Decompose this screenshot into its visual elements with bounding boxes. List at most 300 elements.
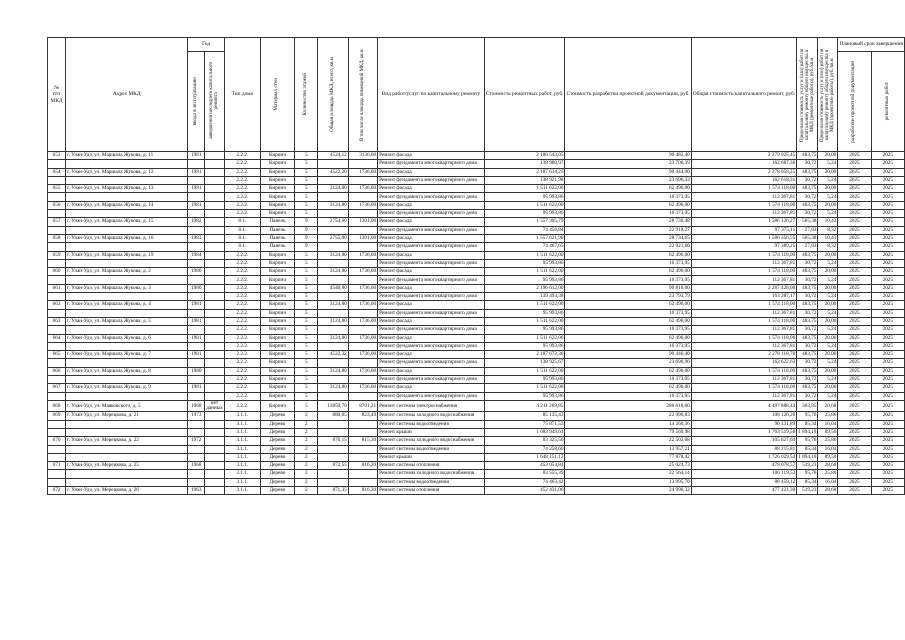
row-num: 667 (48, 384, 66, 392)
table-row (48, 453, 905, 461)
row-limit-repair: 303,85 (797, 400, 818, 411)
row-year-complete (205, 160, 225, 168)
row-work-type: Ремонт фундамента многоквартирного дома (378, 392, 485, 400)
row-house-type: 2.2.2. (224, 210, 260, 218)
row-year-commission: 1972 (188, 437, 205, 445)
row-total-cost: 112 367,81 (691, 392, 796, 400)
row-planned-repair: 2025 (871, 376, 904, 384)
row-house-type: 3.1.1. (224, 412, 260, 420)
header-planned-repair: ремонтных работ (883, 82, 890, 121)
row-planned-repair: 2025 (871, 201, 904, 209)
row-floors: 5 (295, 210, 318, 218)
row-residential-area: 1736,00 (348, 268, 377, 276)
row-planned-design: 2025 (838, 234, 871, 242)
row-total-area (318, 478, 348, 486)
row-num (48, 478, 66, 486)
row-wall-material: Кирпич (260, 309, 294, 317)
row-num (48, 359, 66, 367)
row-planned-design: 2025 (838, 276, 871, 284)
row-address (66, 376, 188, 384)
row-repair-cost: 85 135,43 (484, 412, 565, 420)
row-total-cost: 112 367,81 (691, 210, 796, 218)
row-wall-material: Кирпич (260, 201, 294, 209)
row-limit-design: 5,24 (818, 326, 838, 334)
row-num (48, 445, 66, 453)
row-work-type: Ремонт фундамента многоквартирного дома (378, 226, 485, 234)
table-row (48, 445, 905, 453)
table-row (48, 293, 905, 301)
row-limit-design: 20,68 (818, 400, 838, 411)
row-limit-repair: 1 894,10 (798, 428, 817, 435)
row-design-cost: 16 373,95 (565, 259, 691, 267)
row-wall-material: Дерево (260, 462, 294, 470)
row-repair-cost: 1 648 151,12 (484, 453, 565, 461)
row-residential-area: 823,49 (348, 412, 377, 420)
row-planned-design: 2025 (838, 367, 871, 375)
row-repair-cost: 1 511 622,00 (484, 185, 565, 193)
row-design-cost: 14 260,36 (565, 420, 691, 428)
row-limit-repair: 483,75 (797, 251, 818, 259)
row-residential-area (348, 293, 377, 301)
row-num: 657 (48, 218, 66, 226)
row-num: 664 (48, 334, 66, 342)
row-total-cost: 106 119,53 (691, 470, 796, 478)
row-address: г. Улан-Удэ, ул. Мерецкова, д. 21 (66, 412, 188, 420)
row-design-cost: 62 496,00 (565, 384, 691, 392)
row-house-type: 2.2.2. (224, 351, 260, 359)
row-total-area (318, 210, 348, 218)
row-year-complete (205, 226, 225, 234)
row-num: 668 (48, 400, 66, 411)
row-house-type: 2.2.2. (224, 276, 260, 284)
row-limit-design: 20,00 (818, 334, 838, 342)
row-wall-material: Кирпич (260, 259, 294, 267)
row-floors: 5 (295, 376, 318, 384)
row-planned-design: 2025 (838, 243, 871, 251)
row-num: 665 (48, 351, 66, 359)
row-total-cost: 1 574 118,00 (691, 301, 796, 309)
row-wall-material: Кирпич (260, 168, 294, 176)
row-year-complete (205, 176, 225, 184)
row-year-complete (205, 168, 225, 176)
row-design-cost: 62 496,00 (565, 201, 691, 209)
row-house-type: 3.1.1. (224, 478, 260, 486)
header-limit-design: Предельная стоимость услуг и (или) работ по капитальному ремонту общего имущества в МКД (проектные работы), руб./кв.м (820, 47, 836, 142)
row-total-area: 4522,32 (318, 351, 348, 359)
row-residential-area: 1301,00 (348, 218, 377, 226)
row-house-type: 3.1.1. (224, 445, 260, 453)
row-floors: 5 (295, 317, 318, 325)
row-planned-repair: 2025 (871, 342, 904, 350)
row-address: г. Улан-Удэ, ул. Маршала Жукова, д. 13 (66, 185, 188, 193)
row-design-cost: 16 373,95 (565, 376, 691, 384)
row-limit-repair: 483,75 (797, 152, 818, 160)
row-design-cost: 90 816,00 (565, 284, 691, 292)
row-year-complete (205, 210, 225, 218)
row-house-type: 2.2.2. (224, 168, 260, 176)
row-planned-repair: 2025 (871, 384, 904, 392)
row-limit-repair: 30,72 (797, 293, 818, 301)
row-year-commission: 1983 (188, 234, 205, 242)
row-planned-design: 2025 (838, 218, 871, 226)
row-work-type: Ремонт фундамента многоквартирного дома (378, 326, 485, 334)
row-residential-area (348, 193, 377, 201)
table-row (48, 309, 905, 317)
row-work-type: Ремонт фасада (378, 234, 485, 242)
header-planned-design: разработки проектной документации (850, 60, 857, 143)
row-design-cost: 22 921,60 (565, 243, 691, 251)
row-repair-cost: 1 511 622,00 (484, 268, 565, 276)
row-planned-repair: 2025 (871, 478, 904, 486)
row-floors: 9 (295, 234, 318, 242)
row-total-cost: 112 367,81 (691, 193, 796, 201)
row-total-area (318, 243, 348, 251)
header-work-type: Вид работ/услуг по капитальному ремонту (378, 38, 485, 152)
row-limit-design: 5,24 (818, 309, 838, 317)
row-floors: 5 (295, 276, 318, 284)
row-year-complete (205, 243, 225, 251)
row-work-type: Ремонт системы отопления (378, 462, 485, 470)
row-residential-area (348, 359, 377, 367)
row-residential-area (348, 445, 377, 453)
row-num: 672 (48, 486, 66, 494)
row-year-complete (205, 384, 225, 392)
row-planned-design: 2025 (838, 210, 871, 218)
row-planned-design: 2025 (838, 193, 871, 201)
row-residential-area (348, 176, 377, 184)
row-year-commission (188, 376, 205, 384)
row-planned-design: 2025 (838, 317, 871, 325)
row-planned-repair: 2025 (871, 400, 904, 411)
table-row (48, 243, 905, 251)
row-limit-repair: 483,75 (797, 301, 818, 309)
row-planned-design: 2025 (838, 293, 871, 301)
row-planned-design: 2025 (838, 168, 871, 176)
row-floors: 5 (295, 309, 318, 317)
row-residential-area: 1736,00 (348, 317, 377, 325)
row-total-area: 3124,80 (318, 268, 348, 276)
row-floors: 2 (295, 486, 318, 494)
row-repair-cost: 1 511 622,00 (484, 251, 565, 259)
row-address: г. Улан-Удэ, ул. Маршала Жукова, д. 15 (66, 218, 188, 226)
row-planned-repair: 2025 (871, 462, 904, 470)
row-year-commission (188, 276, 205, 284)
table-row (48, 462, 905, 470)
row-design-cost: 16 373,95 (565, 392, 691, 400)
row-house-type: 3.1.1. (224, 453, 260, 461)
row-repair-cost: 95 993,86 (484, 210, 565, 218)
row-residential-area (348, 428, 377, 436)
row-residential-area: 1736,00 (348, 201, 377, 209)
row-residential-area: 1736,00 (348, 284, 377, 292)
row-total-cost: 162 618,31 (691, 176, 796, 184)
table-row (48, 168, 905, 176)
row-house-type: 2.2.2. (224, 259, 260, 267)
row-design-cost: 13 995,70 (565, 478, 691, 486)
row-repair-cost: 74 258,60 (484, 445, 565, 453)
row-year-complete (205, 301, 225, 309)
row-planned-repair: 2025 (871, 437, 904, 445)
row-house-type: 2.2.2. (224, 317, 260, 325)
row-address (66, 326, 188, 334)
row-repair-cost: 83 555,39 (484, 470, 565, 478)
table-row (48, 201, 905, 209)
row-work-type: Ремонт системы холодного водоснабжения (378, 437, 485, 445)
table-row (48, 326, 905, 334)
row-repair-cost: 95 993,86 (484, 276, 565, 284)
header-num: № п/п МКД (48, 38, 66, 152)
row-num: 659 (48, 251, 66, 259)
row-design-cost: 23 696,33 (565, 176, 691, 184)
row-limit-design: 89,50 (818, 453, 838, 461)
row-planned-repair: 2025 (871, 420, 904, 428)
row-address: г. Улан-Удэ, ул. Маршала Жукова, д. 7 (66, 351, 188, 359)
row-limit-repair: 483,75 (797, 168, 818, 176)
row-limit-repair: 483,75 (797, 317, 818, 325)
row-planned-design: 2025 (838, 428, 871, 436)
row-residential-area: 8701,21 (348, 400, 377, 411)
table-row (48, 185, 905, 193)
table-row (48, 367, 905, 375)
row-year-commission (188, 176, 205, 184)
row-limit-repair: 27,03 (797, 243, 818, 251)
row-planned-repair: 2025 (871, 317, 904, 325)
row-num: 661 (48, 284, 66, 292)
row-total-cost: 1 574 118,00 (691, 251, 796, 259)
row-work-type: Ремонт фундамента многоквартирного дома (378, 193, 485, 201)
row-wall-material: Панель (260, 243, 294, 251)
row-house-type: 2.2.2. (224, 400, 260, 411)
row-total-area (318, 176, 348, 184)
table-row (48, 268, 905, 276)
row-total-area (318, 342, 348, 350)
row-limit-design: 5,24 (818, 276, 838, 284)
row-house-type: 2.2.2. (224, 392, 260, 400)
row-total-cost: 2 279 025,45 (691, 152, 796, 160)
row-repair-cost: 2 187 672,30 (484, 351, 565, 359)
header-design-cost: Стоимость разработки проектной документации, руб. (565, 38, 691, 152)
table-row (48, 486, 905, 494)
row-year-commission (188, 420, 205, 428)
row-total-area: 3124,80 (318, 185, 348, 193)
row-total-area (318, 392, 348, 400)
row-residential-area (348, 470, 377, 478)
row-num: 671 (48, 462, 66, 470)
row-planned-repair: 2025 (871, 268, 904, 276)
row-residential-area (348, 160, 377, 168)
row-year-commission (188, 470, 205, 478)
row-year-complete (205, 152, 225, 160)
row-total-cost: 88 215,81 (691, 445, 796, 453)
row-num: 670 (48, 437, 66, 445)
row-year-commission (188, 392, 205, 400)
row-planned-repair: 2025 (871, 359, 904, 367)
row-limit-repair: 30,72 (797, 392, 818, 400)
row-total-cost: 1 574 118,00 (691, 334, 796, 342)
row-total-cost: 1 574 118,00 (691, 185, 796, 193)
row-total-cost: 88 459,12 (691, 478, 796, 486)
row-work-type: Ремонт фасада (378, 351, 485, 359)
row-num: 656 (48, 201, 66, 209)
row-planned-repair: 2025 (871, 445, 904, 453)
row-design-cost: 90 444,00 (565, 168, 691, 176)
row-design-cost: 16 373,95 (565, 193, 691, 201)
row-year-complete (205, 293, 225, 301)
row-limit-repair: 30,72 (797, 276, 818, 284)
table-row (48, 478, 905, 486)
row-house-type: 3.1.1. (224, 470, 260, 478)
row-planned-design: 2025 (838, 201, 871, 209)
row-year-complete (205, 367, 225, 375)
row-design-cost: 62 496,00 (565, 334, 691, 342)
row-limit-repair: 85,34 (797, 445, 818, 453)
row-wall-material: Кирпич (260, 185, 294, 193)
row-house-type: 2.2.2. (224, 160, 260, 168)
row-num (48, 342, 66, 350)
row-address (66, 392, 188, 400)
row-year-commission: 1981 (188, 168, 205, 176)
row-design-cost: 22 502,08 (565, 437, 691, 445)
row-planned-design: 2025 (838, 334, 871, 342)
table-row (48, 400, 905, 411)
row-design-cost: 62 496,00 (565, 367, 691, 375)
row-year-commission: 1981 (188, 317, 205, 325)
row-num (48, 210, 66, 218)
row-planned-repair: 2025 (871, 168, 904, 176)
row-year-commission: 1982 (188, 218, 205, 226)
row-repair-cost: 74 467,65 (484, 243, 565, 251)
row-total-cost: 108 126,26 (691, 412, 796, 420)
table-row (48, 359, 905, 367)
row-residential-area (348, 420, 377, 428)
row-address (66, 478, 188, 486)
row-total-cost: 1 574 118,00 (691, 317, 796, 325)
row-floors: 5 (295, 384, 318, 392)
row-planned-design: 2025 (838, 176, 871, 184)
row-repair-cost: 2 187 614,25 (484, 168, 565, 176)
row-house-type: 2.2.2. (224, 201, 260, 209)
row-total-area (318, 453, 348, 461)
row-year-complete (205, 284, 225, 292)
header-total-cost: Общая стоимость капитального ремонт, руб. (691, 38, 796, 152)
row-house-type: 2.2.2. (224, 326, 260, 334)
row-design-cost: 23 696,96 (565, 359, 691, 367)
row-wall-material: Кирпич (260, 367, 294, 375)
table-row (48, 420, 905, 428)
row-limit-repair: 30,72 (797, 176, 818, 184)
row-house-type: 2.2.2. (224, 334, 260, 342)
row-planned-repair: 2025 (871, 334, 904, 342)
row-total-area: 880,05 (318, 412, 348, 420)
row-residential-area (348, 478, 377, 486)
row-work-type: Ремонт системы холодного водоснабжения (378, 470, 485, 478)
row-total-cost: 1 574 118,00 (691, 268, 796, 276)
row-address: г. Улан-Удэ, ул. Маяковского, д. 5 (66, 400, 188, 411)
row-num (48, 276, 66, 284)
row-repair-cost: 95 993,86 (484, 342, 565, 350)
row-house-type: 2.2.2. (224, 309, 260, 317)
row-year-commission: 1981 (188, 351, 205, 359)
row-floors: 5 (295, 185, 318, 193)
row-house-type: 3.1.1. (224, 437, 260, 445)
row-total-cost: 1 586 356,55 (691, 234, 796, 242)
row-wall-material: Панель (260, 234, 294, 242)
row-design-cost: 62 496,00 (565, 185, 691, 193)
row-total-area (318, 326, 348, 334)
row-limit-repair: 483,75 (797, 185, 818, 193)
table-row (48, 193, 905, 201)
row-year-complete (205, 359, 225, 367)
table-row (48, 226, 905, 234)
table-row (48, 176, 905, 184)
row-year-complete (205, 276, 225, 284)
row-address (66, 309, 188, 317)
table-row (48, 301, 905, 309)
row-planned-design: 2025 (838, 251, 871, 259)
header-house-type: Тип дома (224, 38, 260, 152)
row-repair-cost: 1 557 395,79 (484, 218, 565, 226)
row-design-cost: 77 878,42 (565, 453, 691, 461)
row-residential-area (348, 259, 377, 267)
row-residential-area: 1736,00 (348, 384, 377, 392)
row-repair-cost: 2 186 543,05 (484, 152, 565, 160)
row-work-type: Ремонт фасада (378, 284, 485, 292)
row-total-area: 3124,80 (318, 251, 348, 259)
row-address (66, 226, 188, 234)
table-row (48, 284, 905, 292)
row-year-commission (188, 359, 205, 367)
row-year-commission: 1981 (188, 301, 205, 309)
row-address (66, 342, 188, 350)
row-floors: 5 (295, 259, 318, 267)
row-total-area: 871,35 (318, 486, 348, 494)
row-limit-repair: 30,72 (797, 309, 818, 317)
row-year-commission: 1980 (188, 268, 205, 276)
row-address (66, 428, 188, 436)
row-design-cost: 16 373,95 (565, 342, 691, 350)
row-limit-repair: 30,72 (797, 376, 818, 384)
row-total-area: 3124,80 (318, 384, 348, 392)
row-design-cost: 22 918,27 (565, 226, 691, 234)
row-year-complete (205, 437, 225, 445)
row-residential-area: 1736,00 (348, 168, 377, 176)
row-wall-material: Кирпич (260, 176, 294, 184)
row-num (48, 428, 66, 436)
row-planned-repair: 2025 (871, 243, 904, 251)
row-year-complete (205, 326, 225, 334)
row-planned-design: 2025 (838, 284, 871, 292)
row-address: г. Улан-Удэ, ул. Маршала Жукова, д. 12 (66, 168, 188, 176)
row-planned-repair: 2025 (871, 251, 904, 259)
row-repair-cost: 74 456,84 (484, 226, 565, 234)
row-planned-design: 2025 (838, 342, 871, 350)
row-planned-repair: 2025 (871, 152, 904, 160)
row-planned-repair: 2025 (871, 326, 904, 334)
row-design-cost: 90 482,40 (565, 152, 691, 160)
row-repair-cost: 1 511 622,00 (484, 301, 565, 309)
row-year-commission: 1981 (188, 334, 205, 342)
table-row (48, 384, 905, 392)
row-house-type: 2.2.2. (224, 152, 260, 160)
row-limit-design: 20,00 (818, 152, 838, 160)
row-repair-cost: 95 993,86 (484, 392, 565, 400)
row-num: 669 (48, 412, 66, 420)
table-body (48, 152, 905, 495)
row-planned-repair: 2025 (871, 453, 904, 461)
row-planned-repair: 2025 (871, 412, 904, 420)
row-house-type: 2.2.2. (224, 301, 260, 309)
row-limit-repair: 483,75 (797, 268, 818, 276)
